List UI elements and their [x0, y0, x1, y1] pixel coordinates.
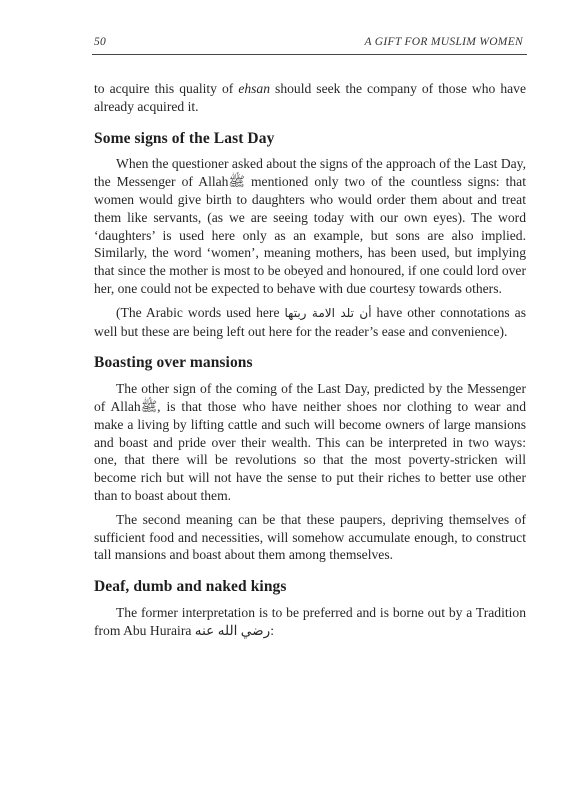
paragraph-continuation — [94, 80, 526, 116]
header-rule — [92, 54, 527, 55]
paragraph-second-meaning: The second meaning can be that these paupers, depriving themselves of sufficient food and necessities, will somehow accumulate enough, to construct tall mansions and boast about them among themselves. — [94, 511, 526, 563]
section-heading-kings: Deaf, dumb and naked kings — [94, 578, 287, 596]
page-number: 50 — [94, 36, 107, 48]
italic-term: ehsan — [238, 81, 271, 96]
paragraph-text: (The Arabic words used here — [116, 304, 285, 320]
paragraph-tradition: The former interpretation is to be preferred and is borne out by a Tradition from Abu Huraira رضي الله عنه: — [94, 604, 526, 638]
paragraph-text: have other connotations as well but these are being left out here for the reader’s ease and convenience). — [94, 304, 526, 339]
paragraph-text: to acquire this quality of — [94, 81, 239, 96]
page-body — [94, 80, 526, 640]
paragraph-text: should seek the company of those who have already acquired it. — [94, 81, 526, 114]
paragraph-arabic-note — [94, 304, 526, 341]
arabic-phrase: أن تلد الامة ربتها — [284, 305, 372, 320]
paragraph-signs: When the questioner asked about the signs of the approach of the Last Day, the Messenger of Allahﷺ mentioned only two of the countless signs: that women would give birth to daughters who would order them about and treat them like servants, (as we are seeing today with our own eyes). The word ‘daughters’ is used here only as an example, but sons are also implied. Similarly, the word ‘women’, meaning mothers, has been used, but implying that since the mother is most to be obeyed and honoured, if one could lord over her, one could not be expected to behave with due courtesy towards others. — [94, 156, 526, 296]
paragraph-mansions: The other sign of the coming of the Last Day, predicted by the Messenger of Allahﷺ, is that those who have neither shoes nor clothing to wear and make a living by lifting cattle and such will become owners of large mansions and boast and pride over their wealth. This can be interpreted in two ways: one, that there will be revolutions so that the most poverty-stricken will become rich but will not have the sense to put their riches to better use other than to boast about them. — [94, 381, 526, 503]
running-header — [92, 34, 525, 54]
section-heading-last-day: Some signs of the Last Day — [94, 129, 275, 147]
section-heading-mansions: Boasting over mansions — [94, 354, 253, 372]
book-title: A GIFT FOR MUSLIM WOMEN — [364, 36, 523, 48]
